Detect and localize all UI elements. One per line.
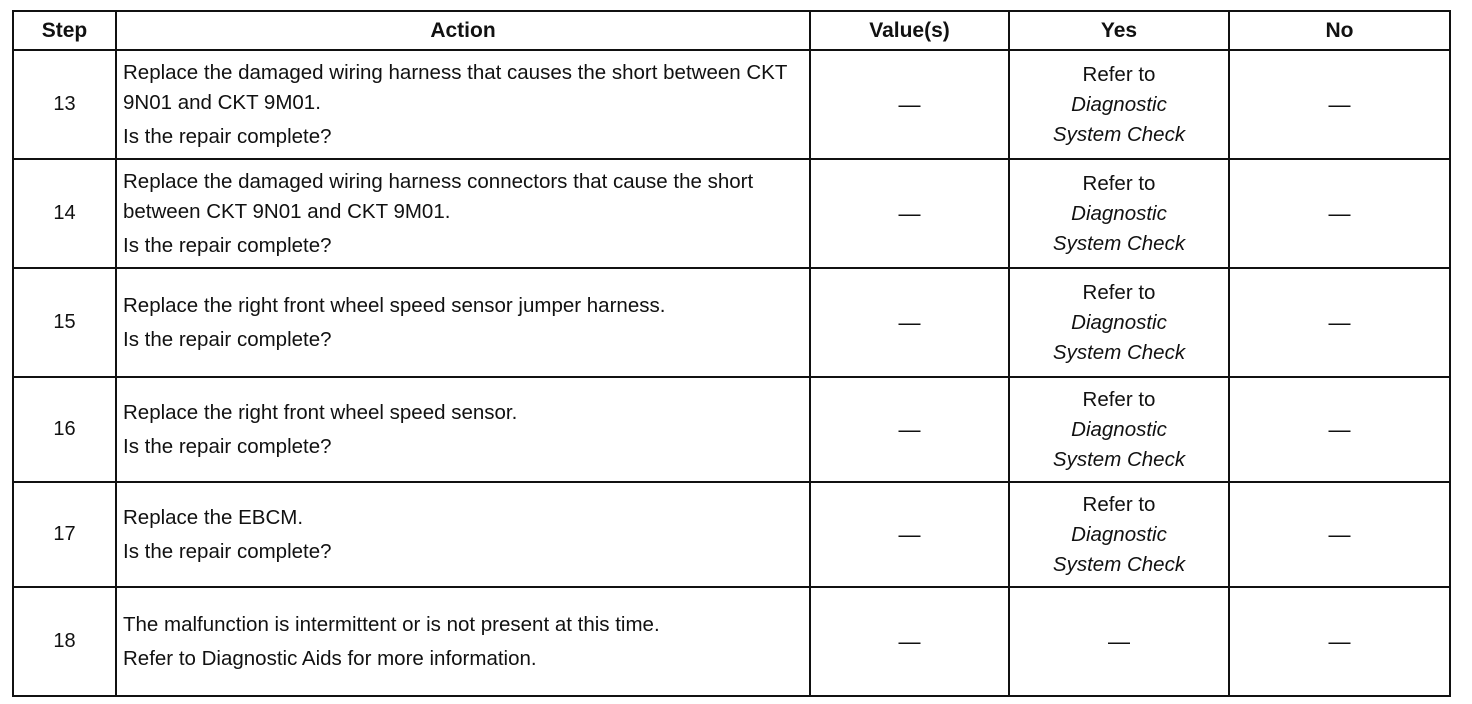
action-note: Refer to Diagnostic Aids for more information. — [123, 646, 537, 670]
yes-cell: — — [1009, 587, 1229, 696]
no-cell: — — [1229, 268, 1450, 377]
action-cell — [116, 159, 810, 268]
yes-diagnostic: Diagnostic — [1071, 417, 1167, 441]
yes-diagnostic: Diagnostic — [1071, 201, 1167, 225]
action-question: Is the repair complete? — [123, 124, 332, 148]
no-cell: — — [1229, 482, 1450, 587]
yes-system-check: System Check — [1052, 122, 1186, 146]
yes-cell — [1009, 482, 1229, 587]
yes-refer-to: Refer to — [1082, 492, 1156, 516]
yes-system-check: System Check — [1052, 552, 1186, 576]
yes-system-check: System Check — [1052, 231, 1186, 255]
header-no: No — [1229, 11, 1450, 50]
table-row — [13, 268, 1450, 377]
action-text: Replace the right front wheel speed sensor. — [123, 400, 518, 424]
step-number: 17 — [13, 482, 116, 587]
action-text: Replace the damaged wiring harness connectors that cause the short between CKT 9N01 and CKT 9M01. — [123, 169, 754, 223]
header-step: Step — [13, 11, 116, 50]
table-row — [13, 587, 1450, 696]
action-cell — [116, 268, 810, 377]
table-header-row — [13, 11, 1450, 50]
step-number: 13 — [13, 50, 116, 159]
action-cell — [116, 482, 810, 587]
yes-refer-to: Refer to — [1082, 280, 1156, 304]
yes-refer-to: Refer to — [1082, 171, 1156, 195]
action-question: Is the repair complete? — [123, 539, 332, 563]
diagnostic-table — [12, 10, 1451, 697]
values-cell: — — [810, 587, 1009, 696]
no-cell: — — [1229, 159, 1450, 268]
action-text: The malfunction is intermittent or is not present at this time. — [123, 612, 660, 636]
step-number: 14 — [13, 159, 116, 268]
yes-refer-to: Refer to — [1082, 387, 1156, 411]
yes-diagnostic: Diagnostic — [1071, 522, 1167, 546]
no-cell: — — [1229, 587, 1450, 696]
yes-system-check: System Check — [1052, 447, 1186, 471]
yes-diagnostic: Diagnostic — [1071, 92, 1167, 116]
header-action: Action — [116, 11, 810, 50]
yes-system-check: System Check — [1052, 340, 1186, 364]
header-values: Value(s) — [810, 11, 1009, 50]
yes-cell — [1009, 159, 1229, 268]
yes-cell — [1009, 50, 1229, 159]
action-cell — [116, 587, 810, 696]
action-question: Is the repair complete? — [123, 327, 332, 351]
values-cell: — — [810, 268, 1009, 377]
step-number: 18 — [13, 587, 116, 696]
action-question: Is the repair complete? — [123, 434, 332, 458]
yes-cell — [1009, 377, 1229, 482]
no-cell: — — [1229, 377, 1450, 482]
step-number: 15 — [13, 268, 116, 377]
action-text: Replace the EBCM. — [123, 505, 304, 529]
table-row — [13, 377, 1450, 482]
action-question: Is the repair complete? — [123, 233, 332, 257]
step-number: 16 — [13, 377, 116, 482]
values-cell: — — [810, 377, 1009, 482]
yes-cell — [1009, 268, 1229, 377]
action-text: Replace the right front wheel speed sensor jumper harness. — [123, 293, 666, 317]
values-cell: — — [810, 159, 1009, 268]
yes-diagnostic: Diagnostic — [1071, 310, 1167, 334]
table-row — [13, 50, 1450, 159]
action-text: Replace the damaged wiring harness that causes the short between CKT 9N01 and CKT 9M01. — [123, 60, 787, 114]
action-cell — [116, 50, 810, 159]
header-yes: Yes — [1009, 11, 1229, 50]
no-cell: — — [1229, 50, 1450, 159]
values-cell: — — [810, 50, 1009, 159]
action-cell — [116, 377, 810, 482]
table-row — [13, 159, 1450, 268]
yes-refer-to: Refer to — [1082, 62, 1156, 86]
table-row — [13, 482, 1450, 587]
values-cell: — — [810, 482, 1009, 587]
